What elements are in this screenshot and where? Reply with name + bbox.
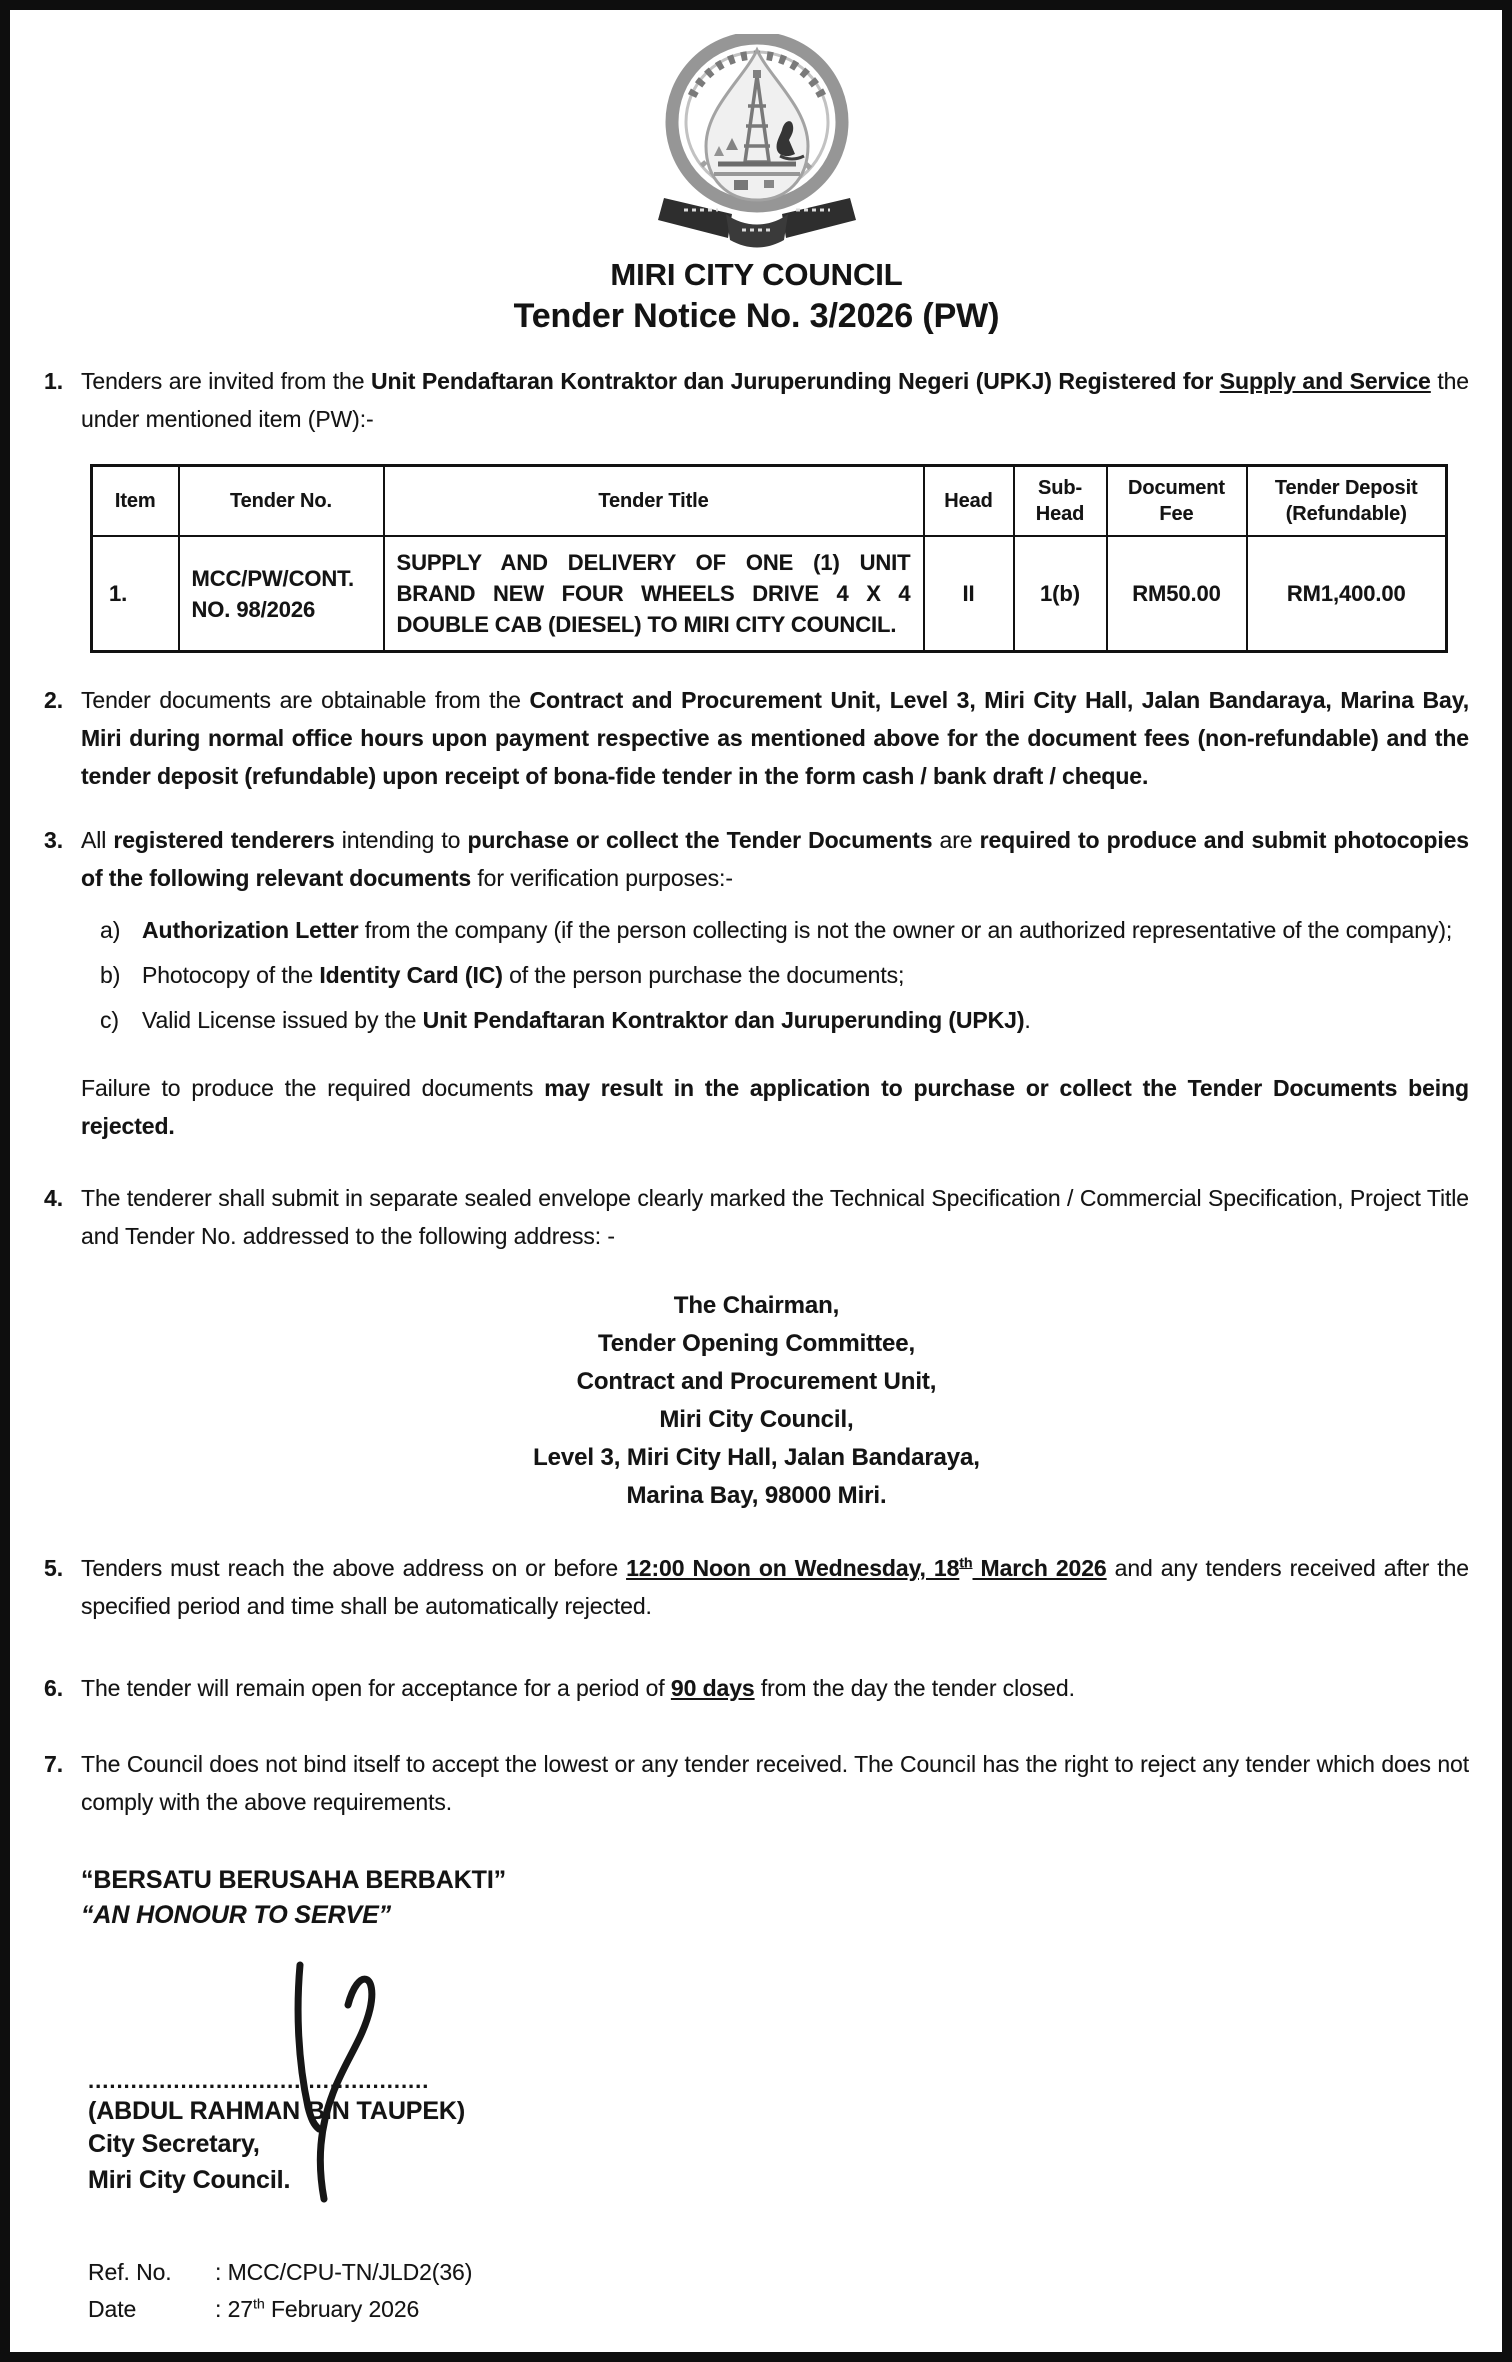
address-line: The Chairman,: [673, 1292, 840, 1319]
city-council-crest-icon: [614, 34, 900, 250]
signatory-role: City Secretary,: [88, 2130, 260, 2158]
signatory-name: (ABDUL RAHMAN BIN TAUPEK): [88, 2097, 466, 2125]
date-value: : 27th February 2026: [215, 2296, 420, 2322]
cell-sub-head: 1(b): [1014, 536, 1107, 652]
requirement-list: [100, 911, 1469, 1039]
col-tender-title: Tender Title: [384, 466, 924, 537]
clause-2: [44, 681, 1469, 795]
address-line: Level 3, Miri City Hall, Jalan Bandaraya,: [533, 1444, 980, 1471]
tender-table: [90, 464, 1448, 653]
signatory-org: Miri City Council.: [88, 2166, 291, 2194]
clause-1: [44, 362, 1469, 438]
reference-block: [88, 2254, 1469, 2328]
clause-7: [44, 1745, 1469, 1821]
clause-text: All registered tenderers intending to purchase or collect the Tender Documents are required to produce and submit photocopies of the following relevant documents for verification purposes:-: [81, 827, 1469, 891]
org-name: MIRI CITY COUNCIL: [610, 257, 903, 292]
cell-document-fee: RM50.00: [1107, 536, 1247, 652]
col-tender-no: Tender No.: [179, 466, 384, 537]
clause-text: Tenders are invited from the Unit Pendaftaran Kontraktor dan Juruperunding Negeri (UPKJ) Registered for Supply and Service the under mentioned item (PW):-: [81, 368, 1470, 432]
clause-6: [44, 1669, 1469, 1707]
date-label: Date: [88, 2296, 137, 2322]
table-header-row: [92, 466, 1447, 537]
cell-item: 1.: [92, 536, 179, 652]
date-row: [88, 2291, 1469, 2328]
clause-number: 1.: [44, 368, 63, 394]
ref-no-value: : MCC/CPU-TN/JLD2(36): [215, 2259, 473, 2285]
cell-tender-title: SUPPLY AND DELIVERY OF ONE (1) UNIT BRAND NEW FOUR WHEELS DRIVE 4 X 4 DOUBLE CAB (DIESEL) TO MIRI CITY COUNCIL.: [384, 536, 924, 652]
clause-text: The tender will remain open for acceptance for a period of 90 days from the day the tender closed.: [81, 1675, 1075, 1701]
col-item: Item: [92, 466, 179, 537]
notice-title: Tender Notice No. 3/2026 (PW): [513, 297, 1000, 335]
list-item-c: [100, 1001, 1469, 1039]
cell-tender-no: MCC/PW/CONT. NO. 98/2026: [179, 536, 384, 652]
clause-text: Tender documents are obtainable from the Contract and Procurement Unit, Level 3, Miri City Hall, Jalan Bandaraya, Marina Bay, Miri during normal office hours upon payment respective as mentioned above for the document fees (non-refundable) and the tender deposit (refundable) upon receipt of bona-fide tender in the form cash / bank draft / cheque.: [81, 687, 1469, 789]
table-row: [92, 536, 1447, 652]
handwritten-signature: [248, 1959, 418, 2209]
clause-text: The tenderer shall submit in separate sealed envelope clearly marked the Technical Specification / Commercial Specification, Project Title and Tender No. addressed to the following address: -: [81, 1185, 1469, 1249]
col-sub-head: Sub-Head: [1014, 466, 1107, 537]
motto-line-1: “BERSATU BERUSAHA BERBAKTI”: [81, 1866, 507, 1894]
item-letter: a): [100, 917, 121, 943]
clause-number: 4.: [44, 1185, 63, 1211]
ref-no-row: [88, 2254, 1469, 2291]
item-letter: b): [100, 962, 121, 988]
motto-line-2: “AN HONOUR TO SERVE”: [81, 1901, 392, 1929]
item-text: Authorization Letter from the company (if the person collecting is not the owner or an authorized representative of the company);: [142, 917, 1453, 943]
clause-text: Tenders must reach the above address on or before 12:00 Noon on Wednesday, 18th March 2026 and any tenders received after the specified period and time shall be automatically rejected.: [81, 1555, 1469, 1619]
col-tender-deposit: Tender Deposit (Refundable): [1247, 466, 1447, 537]
col-head: Head: [924, 466, 1014, 537]
failure-note: Failure to produce the required documents may result in the application to purchase or collect the Tender Documents being rejected.: [81, 1075, 1469, 1139]
ref-no-label: Ref. No.: [88, 2259, 172, 2285]
item-letter: c): [100, 1007, 119, 1033]
address-line: Marina Bay, 98000 Miri.: [626, 1482, 887, 1509]
list-item-b: [100, 956, 1469, 994]
header: [44, 34, 1469, 255]
list-item-a: [100, 911, 1469, 949]
address-line: Miri City Council,: [659, 1406, 854, 1433]
clause-number: 2.: [44, 687, 63, 713]
clause-number: 5.: [44, 1555, 63, 1581]
submission-address: [44, 1287, 1469, 1515]
signature-line: ................................................: [88, 2068, 430, 2093]
council-motto: [81, 1863, 1469, 1933]
signature-block: [88, 2068, 1469, 2198]
clause-number: 7.: [44, 1751, 63, 1777]
address-line: Contract and Procurement Unit,: [576, 1368, 937, 1395]
item-text: Valid License issued by the Unit Pendaftaran Kontraktor dan Juruperunding (UPKJ).: [142, 1007, 1031, 1033]
address-line: Tender Opening Committee,: [597, 1330, 916, 1357]
clause-text: The Council does not bind itself to accept the lowest or any tender received. The Council has the right to reject any tender which does not comply with the above requirements.: [81, 1751, 1469, 1815]
clause-4: [44, 1179, 1469, 1255]
col-document-fee: Document Fee: [1107, 466, 1247, 537]
clause-number: 3.: [44, 827, 63, 853]
clause-5: [44, 1549, 1469, 1625]
item-text: Photocopy of the Identity Card (IC) of the person purchase the documents;: [142, 962, 905, 988]
cell-head: II: [924, 536, 1014, 652]
clause-number: 6.: [44, 1675, 63, 1701]
cell-tender-deposit: RM1,400.00: [1247, 536, 1447, 652]
clause-3: [44, 821, 1469, 897]
